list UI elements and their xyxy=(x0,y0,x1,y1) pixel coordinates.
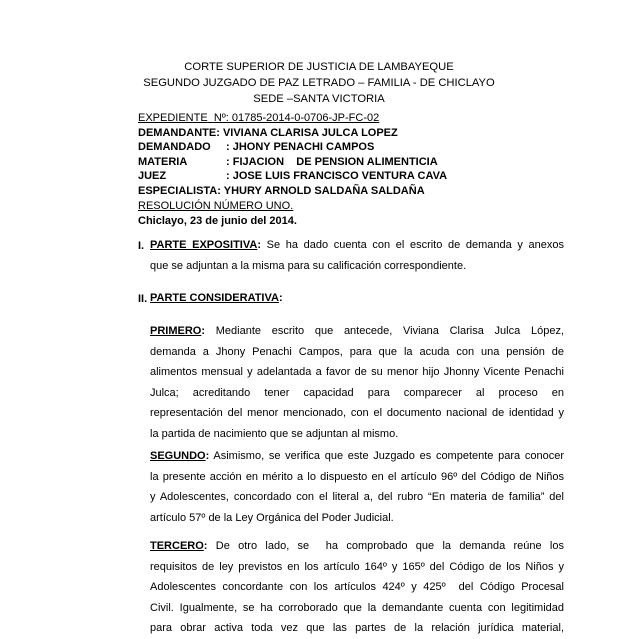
expediente-value: Nº: 01785-2014-0-0706-JP-FC-02 xyxy=(213,112,380,124)
tercero-line-3: Adolescentes concordante con los artículos 424º y 425º del Código Procesal xyxy=(150,581,564,594)
demandante-value: VIVIANA CLARISA JULCA LOPEZ xyxy=(222,126,398,139)
tercero-paragraph xyxy=(150,536,564,639)
case-details xyxy=(138,111,447,199)
demandado-row xyxy=(138,140,447,155)
primero-line-2: demanda a Jhony Penachi Campos, para que la acuda con una pensión de xyxy=(150,345,564,358)
materia-value: : FIJACION DE PENSION ALIMENTICIA xyxy=(226,155,438,168)
section-number: I. xyxy=(138,240,145,252)
resolution-title: RESOLUCIÓN NÚMERO UNO. xyxy=(138,200,294,212)
juez-row xyxy=(138,169,447,184)
tercero-line-2: requisitos de ley previstos en los artículo 164º y 165º del Código de los Niños y xyxy=(150,560,564,573)
expositiva-line-1: PARTE EXPOSITIVA: Se ha dado cuenta con el escrito de demanda y anexos xyxy=(150,239,564,251)
primero-line-4: Julca; acreditando tener capacidad para comparecer al proceso en xyxy=(150,386,564,399)
expositiva-paragraph xyxy=(150,235,564,276)
especialista-label: ESPECIALISTA: xyxy=(138,184,221,197)
primero-label: PRIMERO xyxy=(150,325,202,337)
tercero-label: TERCERO xyxy=(150,540,204,552)
tercero-line-1: TERCERO: De otro lado, se ha comprobado que la demanda reúne los xyxy=(150,540,564,552)
considerativa-heading-row: PARTE CONSIDERATIVA: xyxy=(150,292,283,304)
especialista-row xyxy=(138,184,447,199)
expediente-label: EXPEDIENTE xyxy=(138,112,208,124)
demandado-value: : JHONY PENACHI CAMPOS xyxy=(226,141,375,154)
considerativa-heading: PARTE CONSIDERATIVA xyxy=(150,292,279,304)
segundo-line-2: la presente acción en mérito a lo dispuesto en el artículo 96º del Código de Niños xyxy=(150,470,564,483)
demandante-row xyxy=(138,126,447,141)
materia-label: MATERIA xyxy=(138,155,188,168)
primero-line-5: representación del menor mencionado, con el documento nacional de identidad y xyxy=(150,407,564,420)
court-seat: SEDE –SANTA VICTORIA xyxy=(253,93,385,105)
segundo-line-3: y Adolescentes, concordado con el literal a, del rubro “En materia de familia” del xyxy=(150,491,564,504)
section-number: II. xyxy=(138,293,148,305)
primero-line-3: alimentos mensual y adelantada a favor de su menor hijo Jhonny Vicente Penachi xyxy=(150,366,564,379)
court-header xyxy=(0,59,638,107)
especialista-value: YHURY ARNOLD SALDAÑA SALDAÑA xyxy=(223,184,425,197)
primero-line-1: PRIMERO: Mediante escrito que antecede, Viviana Clarisa Julca López, xyxy=(150,325,564,337)
court-name: CORTE SUPERIOR DE JUSTICIA DE LAMBAYEQUE xyxy=(184,61,454,73)
tercero-line-5: para obrar activa toda vez que las partes de la relación jurídica material, xyxy=(150,622,564,635)
primero-paragraph xyxy=(150,321,564,445)
segundo-label: SEGUNDO xyxy=(150,450,206,462)
juez-value: : JOSE LUIS FRANCISCO VENTURA CAVA xyxy=(226,170,448,183)
segundo-line-4: artículo 57º de la Ley Orgánica del Poder Judicial. xyxy=(150,511,394,524)
demandado-label: DEMANDADO xyxy=(138,141,211,154)
expositiva-heading: PARTE EXPOSITIVA xyxy=(150,239,258,251)
primero-line-6: la partida de nacimiento que se adjuntan al mismo. xyxy=(150,427,399,440)
court-division: SEGUNDO JUZGADO DE PAZ LETRADO – FAMILIA - DE CHICLAYO xyxy=(143,77,495,89)
tercero-line-4: Civil. Igualmente, se ha corroborado que la demandante cuenta con legitimidad xyxy=(150,601,564,614)
expediente-row xyxy=(138,111,447,126)
resolution-block xyxy=(138,199,297,229)
segundo-line-1: SEGUNDO: Asimismo, se verifica que este Juzgado es competente para conocer xyxy=(150,450,564,462)
expositiva-line-2: que se adjuntan a la misma para su calificación correspondiente. xyxy=(150,259,467,272)
resolution-date: Chiclayo, 23 de junio del 2014. xyxy=(138,215,297,227)
segundo-paragraph xyxy=(150,446,564,528)
materia-row xyxy=(138,155,447,170)
juez-label: JUEZ xyxy=(138,170,167,183)
demandante-label: DEMANDANTE: xyxy=(138,126,220,139)
